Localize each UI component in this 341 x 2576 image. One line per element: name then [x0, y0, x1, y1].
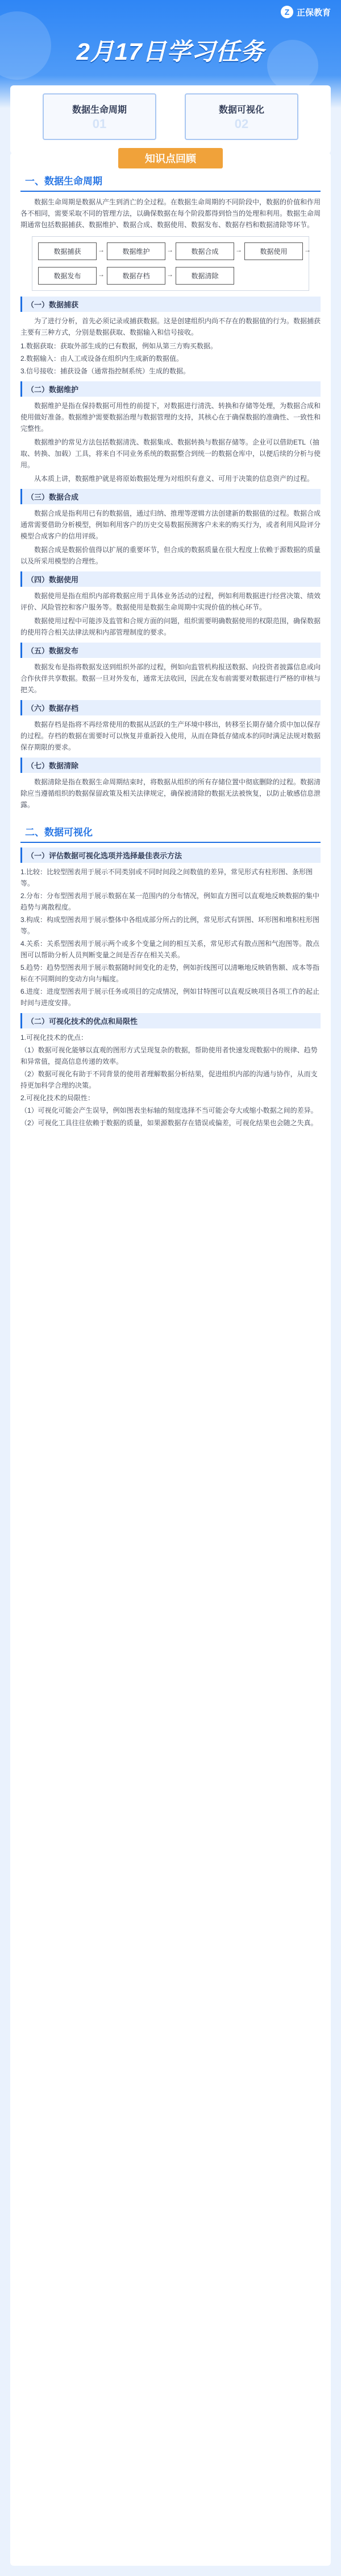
- paragraph: 数据维护的常见方法包括数据清洗、数据集成、数据转换与数据存储等。企业可以借助ETL（抽取、转换、加载）工具，将来自不同业务系统的数据整合到统一的数据仓库中，以便后续的分析与使用。: [20, 438, 321, 469]
- list-item: （2）数据可视化有助于不同背景的使用者理解数据分析结果，促进组织内部的沟通与协作，从而支持更加科学合理的决策。: [20, 1070, 318, 1089]
- brand: [281, 6, 331, 18]
- list-item: 2.可视化技术的局限性：: [20, 1094, 95, 1102]
- subsection-heading: （六）数据存档: [20, 700, 321, 715]
- list-item: 5.趋势：趋势型图表用于展示数据随时间变化的走势，例如折线图可以清晰地反映销售额、成本等指标在不同期间的变动方向与幅度。: [20, 964, 320, 983]
- list-item: 2.分布：分布型图表用于展示数据在某一范围内的分布情况，例如直方图可以直观地反映数据的集中趋势与离散程度。: [20, 892, 320, 911]
- list-item: 3.构成：构成型图表用于展示整体中各组成部分所占的比例，常见形式有饼图、环形图和堆积柱形图等。: [20, 916, 320, 935]
- visualization-subsections: [20, 847, 321, 1129]
- subsection-heading: （七）数据清除: [20, 758, 321, 773]
- list-item: 1.比较：比较型图表用于展示不同类别或不同时间段之间数值的差异，常见形式有柱形图、条形图等。: [20, 868, 313, 887]
- paragraph: 数据使用过程中可能涉及监管和合规方面的问题，组织需要明确数据使用的权限范围，确保数据的使用符合相关法律法规和内部管理制度的要求。: [20, 617, 321, 636]
- section-title: 二、数据可视化: [20, 821, 321, 843]
- list-item: 2.数据输入：由人工或设备在组织内生成新的数据值。: [20, 355, 184, 363]
- page-title: 2月17日学习任务: [76, 38, 265, 65]
- subsection-heading: （三）数据合成: [20, 489, 321, 504]
- paragraph: 数据合成是指利用已有的数据值，通过归纳、推理等逻辑方法创建新的数据值的过程。数据合成通常需要借助分析模型，例如利用客户的历史交易数据预测客户未来的购买行为，或者利用风险评分模型合成客户的信用评级。: [20, 509, 321, 540]
- tab-label: 数据可视化: [218, 105, 264, 115]
- subsection-heading: （一）评估数据可视化选项并选择最佳表示方法: [20, 847, 321, 863]
- tab-number: 02: [234, 116, 249, 131]
- list-item: （1）可视化可能会产生误导，例如图表坐标轴的刻度选择不当可能会夸大或缩小数据之间的差异。: [20, 1106, 318, 1114]
- paragraph: 数据使用是指在组织内部将数据应用于具体业务活动的过程，例如利用数据进行经营决策、绩效评价、风险管控和客户服务等。数据使用是数据生命周期中实现价值的核心环节。: [20, 592, 321, 611]
- flow-node: 数据存档 →: [107, 267, 165, 285]
- content-card: [10, 153, 331, 2566]
- flow-node: 数据合成 →: [176, 242, 234, 260]
- tab-data-visualization[interactable]: [185, 93, 298, 140]
- flow-node: 数据维护 →: [107, 242, 165, 260]
- subsection-heading: （二）数据维护: [20, 381, 321, 397]
- paragraph: 数据清除是指在数据生命周期结束时，将数据从组织的所有存储位置中彻底删除的过程。数据清除应当遵循组织的数据保留政策及相关法律规定，确保被清除的数据无法被恢复，以防止敏感信息泄露。: [20, 778, 321, 809]
- list-item: 1.可视化技术的优点：: [20, 1034, 88, 1042]
- list-item: 6.进度：进度型图表用于展示任务或项目的完成情况，例如甘特图可以直观反映项目各项工作的起止时间与进度安排。: [20, 987, 320, 1007]
- paragraph: 数据存档是指将不再经常使用的数据从活跃的生产环境中移出，转移至长期存储介质中加以保存的过程。存档的数据在需要时可以恢复并重新投入使用，从而在降低存储成本的同时满足法规对数据保存期限的要求。: [20, 721, 321, 751]
- flow-node: 数据清除: [176, 267, 234, 285]
- subsection-heading: （二）可视化技术的优点和局限性: [20, 1013, 321, 1028]
- subsection-heading: （四）数据使用: [20, 571, 321, 587]
- list-item: （2）可视化工具往往依赖于数据的质量，如果源数据存在错误或偏差，可视化结果也会随之失真。: [20, 1119, 318, 1127]
- list-item: 1.数据获取：获取外部生成的已有数据，例如从第三方购买数据。: [20, 342, 218, 350]
- list-item: 3.信号接收：捕获设备（通常指控制系统）生成的数据。: [20, 367, 190, 375]
- topic-tabs: [10, 85, 331, 154]
- paragraph: 数据发布是指将数据发送到组织外部的过程，例如向监管机构报送数据、向投资者披露信息或向合作伙伴共享数据。数据一旦对外发布，通常无法收回，因此在发布前需要对数据进行严格的审核与把关。: [20, 663, 321, 694]
- section-ribbon: 知识点回顾: [118, 148, 223, 168]
- paragraph: 为了进行分析，首先必须记录或捕获数据。这是创建组织内尚不存在的数据值的行为。数据捕获主要有三种方式，分别是数据获取、数据输入和信号接收。: [20, 317, 321, 336]
- list-item: （1）数据可视化能够以直观的图形方式呈现复杂的数据，帮助使用者快速发现数据中的规律、趋势和异常值，提高信息传递的效率。: [20, 1046, 318, 1065]
- paragraph: 数据生命周期是数据从产生到消亡的全过程。在数据生命周期的不同阶段中，数据的价值和作用各不相同，需要采取不同的管理方法，以确保数据在每个阶段都得到恰当的处理和利用。数据生命周期通常包括数据捕获、数据维护、数据合成、数据使用、数据发布、数据存档和数据清除等环节。: [20, 198, 321, 229]
- subsection-heading: （一）数据捕获: [20, 297, 321, 312]
- tab-label: 数据生命周期: [72, 105, 127, 115]
- lifecycle-subsections: [20, 297, 321, 810]
- section-title: 一、数据生命周期: [20, 170, 321, 192]
- tab-number: 01: [92, 116, 107, 131]
- paragraph: 数据合成是数据价值得以扩展的重要环节，但合成的数据质量在很大程度上依赖于源数据的质量以及所采用模型的合理性。: [20, 546, 321, 565]
- brand-name: 正保教育: [296, 7, 331, 18]
- paragraph: 数据维护是指在保持数据可用性的前提下，对数据进行清洗、转换和存储等处理，为数据合成和使用做好准备。数据维护需要数据治理与数据管理的支持，其核心在于确保数据的准确性、一致性和完整性。: [20, 402, 321, 433]
- brand-logo-icon: Z: [281, 6, 293, 18]
- flow-node: 数据发布 →: [38, 267, 97, 285]
- paragraph: 从本质上讲，数据维护就是将原始数据处理为对组织有意义、可用于决策的信息资产的过程。: [34, 475, 314, 483]
- subsection-heading: （五）数据发布: [20, 643, 321, 658]
- list-item: 4.关系：关系型图表用于展示两个或多个变量之间的相互关系，常见形式有散点图和气泡图等。散点图可以帮助分析人员判断变量之间是否存在相关关系。: [20, 940, 320, 959]
- flow-node: 数据使用 →: [244, 242, 303, 260]
- tab-data-lifecycle[interactable]: [43, 93, 156, 140]
- lifecycle-flow-diagram: [32, 236, 309, 291]
- flow-node: 数据捕获 →: [38, 242, 97, 260]
